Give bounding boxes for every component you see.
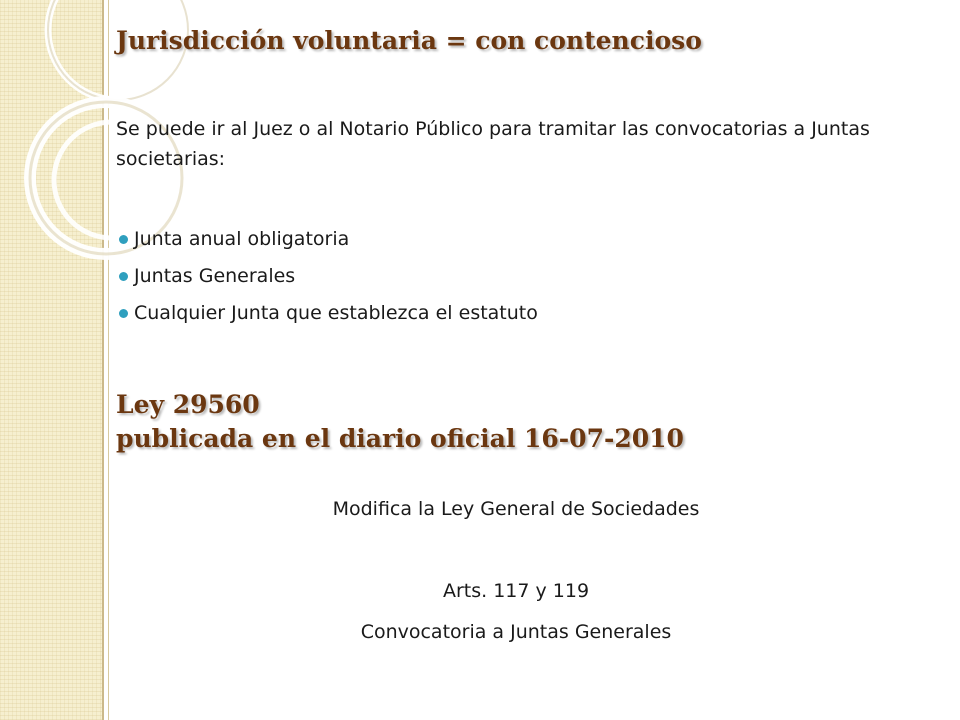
modifies-text: Modifica la Ley General de Sociedades (332, 498, 700, 520)
bullet-icon (119, 309, 128, 318)
bullet-list (116, 224, 538, 335)
list-item (116, 224, 538, 261)
law-heading (116, 388, 684, 456)
bullet-text: Cualquier Junta que establezca el estatuto (134, 302, 538, 324)
bullet-icon (119, 235, 128, 244)
articles-topic-text: Convocatoria a Juntas Generales (360, 621, 672, 643)
bullet-icon (119, 272, 128, 281)
articles-text: Arts. 117 y 119 (442, 580, 590, 602)
law-name: Ley 29560 (116, 390, 260, 419)
intro-text: Se puede ir al Juez o al Notario Público para tramitar las convocatorias a Juntas societarias: (116, 118, 870, 170)
slide-title: Jurisdicción voluntaria = con contencioso (116, 26, 702, 55)
bullet-text: Juntas Generales (134, 265, 296, 287)
list-item (116, 261, 538, 298)
list-item (116, 298, 538, 335)
bullet-text: Junta anual obligatoria (134, 228, 350, 250)
law-publication: publicada en el diario oficial 16-07-2010 (116, 424, 684, 453)
